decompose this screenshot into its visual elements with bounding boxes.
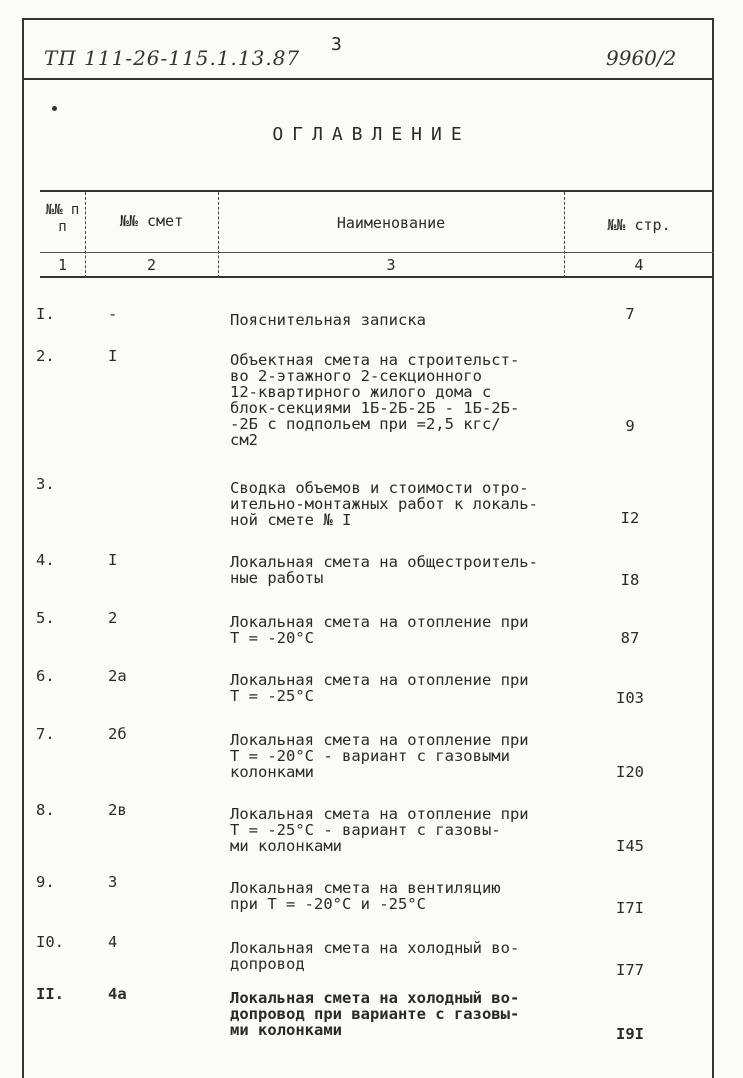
row-estimate: I bbox=[108, 551, 118, 569]
row-page: 87 bbox=[620, 629, 640, 647]
row-number: I0. bbox=[36, 933, 64, 951]
header-number-divider bbox=[40, 252, 714, 253]
header-num-1: 1 bbox=[57, 256, 68, 274]
row-estimate: 4 bbox=[108, 933, 118, 951]
page-title: ОГЛАВЛЕНИЕ bbox=[272, 124, 471, 145]
row-number: 9. bbox=[36, 873, 55, 891]
sheet-number: 3 bbox=[331, 34, 342, 55]
header-num-3: 3 bbox=[386, 256, 396, 274]
row-estimate: 2в bbox=[108, 801, 127, 819]
row-estimate: 3 bbox=[108, 873, 118, 891]
row-page: I7I bbox=[616, 899, 644, 917]
row-estimate: - bbox=[108, 305, 118, 323]
document-number: 9960/2 bbox=[606, 46, 677, 70]
row-number: 5. bbox=[36, 609, 55, 627]
row-estimate: 2а bbox=[108, 667, 127, 685]
row-page: I45 bbox=[616, 837, 644, 855]
row-number: 8. bbox=[36, 801, 55, 819]
row-page: I9I bbox=[616, 1025, 644, 1043]
row-number: I. bbox=[36, 305, 55, 323]
row-page: 7 bbox=[625, 305, 635, 323]
row-number: II. bbox=[36, 985, 64, 1003]
header-num-2: 2 bbox=[146, 256, 157, 274]
row-name: Локальная смета на отопление при Т = -20°С bbox=[230, 613, 529, 647]
row-page: I20 bbox=[616, 763, 644, 781]
table-header bbox=[40, 190, 714, 278]
row-number: 2. bbox=[36, 347, 55, 365]
row-name: Локальная смета на общестроитель- ные работы bbox=[230, 553, 538, 587]
row-name: Сводка объемов и стоимости отро- ительно-монтажных работ к локаль- ной смете № I bbox=[230, 479, 538, 529]
row-page: 9 bbox=[625, 417, 635, 435]
row-page: I8 bbox=[620, 571, 640, 589]
header-col-page: №№ стр. bbox=[607, 216, 671, 234]
document-code: ТП 111-26-115.1.13.87 bbox=[44, 46, 301, 70]
header-col-no: №№ п п bbox=[45, 202, 80, 235]
row-name: Локальная смета на холодный во- допровод bbox=[230, 939, 520, 973]
row-number: 6. bbox=[36, 667, 55, 685]
row-name: Локальная смета на вентиляцию при Т = -20°С и -25°С bbox=[230, 879, 501, 913]
header-num-4: 4 bbox=[634, 256, 644, 274]
row-estimate: 4а bbox=[108, 985, 127, 1003]
row-number: 7. bbox=[36, 725, 55, 743]
row-estimate: 2б bbox=[108, 725, 127, 743]
row-name: Локальная смета на отопление при Т = -25°С - вариант с газовы- ми колонками bbox=[230, 805, 529, 855]
row-name: Объектная смета на строительст- во 2-этажного 2-секционного 12-квартирного жилого дома с блок-секциями 1Б-2Б-2Б - 1Б-2Б- -2Б с подпольем при =2,5 кгс/ см2 bbox=[230, 351, 520, 449]
ink-dot bbox=[52, 106, 57, 111]
header-col-name: Наименование bbox=[336, 214, 446, 232]
drawing-frame bbox=[22, 18, 714, 1078]
row-page: I2 bbox=[620, 509, 640, 527]
row-number: 3. bbox=[36, 475, 55, 493]
header-divider bbox=[22, 78, 714, 80]
row-name: Локальная смета на отопление при Т = -20°С - вариант с газовыми колонками bbox=[230, 731, 529, 781]
row-estimate: I bbox=[108, 347, 118, 365]
row-name: Локальная смета на холодный во- допровод при варианте с газовы- ми колонками bbox=[230, 989, 520, 1039]
row-name: Локальная смета на отопление при Т = -25°С bbox=[230, 671, 529, 705]
row-page: I03 bbox=[616, 689, 644, 707]
row-number: 4. bbox=[36, 551, 55, 569]
header-col-estimate: №№ смет bbox=[119, 212, 184, 230]
row-name: Пояснительная записка bbox=[230, 311, 426, 329]
row-page: I77 bbox=[616, 961, 644, 979]
row-estimate: 2 bbox=[108, 609, 118, 627]
